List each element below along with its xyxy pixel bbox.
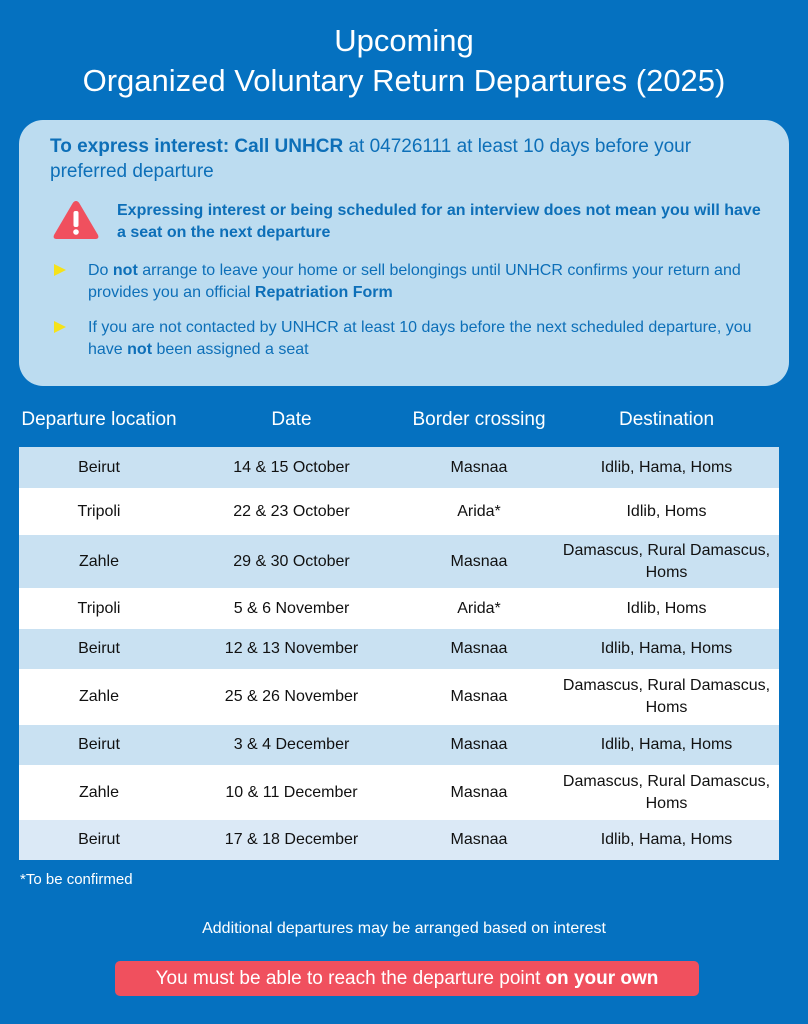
cell-location: Beirut	[78, 458, 120, 476]
cell-destination: Damascus, Rural Damascus, Homs	[562, 772, 771, 812]
additional-departures-note: Additional departures may be arranged based on interest	[202, 920, 606, 937]
cell-date: 22 & 23 October	[233, 502, 350, 520]
table-row	[19, 489, 779, 535]
table-row	[19, 766, 779, 820]
cell-location: Zahle	[78, 688, 120, 705]
cell-border: Masnaa	[450, 783, 508, 801]
cell-border: Masnaa	[450, 831, 508, 848]
cell-date: 25 & 26 November	[224, 688, 359, 705]
header-destination: Destination	[618, 408, 715, 430]
bullet1-part2: arrange to leave your home or sell belongings until UNHCR confirms your return and provides you an official	[88, 262, 741, 301]
table-row	[19, 820, 779, 860]
cell-destination: Idlib, Hama, Homs	[600, 831, 733, 848]
departures-table	[19, 392, 779, 860]
table-row	[19, 670, 779, 725]
cell-location: Beirut	[78, 640, 120, 657]
cell-border: Masnaa	[450, 552, 508, 570]
bullet-text-1	[88, 260, 758, 304]
cell-destination: Damascus, Rural Damascus, Homs	[562, 541, 771, 581]
bullet2-part2: been assigned a seat	[152, 341, 309, 358]
cell-location: Beirut	[78, 736, 120, 753]
cell-destination: Damascus, Rural Damascus, Homs	[562, 677, 771, 716]
cell-border: Masnaa	[450, 736, 508, 753]
info-panel	[19, 120, 789, 386]
bullet2-bold1: not	[127, 341, 153, 358]
header-date: Date	[271, 408, 312, 430]
cell-border: Arida*	[457, 599, 501, 617]
cell-date: 3 & 4 December	[233, 736, 350, 753]
header-departure-location: Departure location	[21, 408, 177, 430]
cell-location: Tripoli	[77, 502, 121, 520]
cell-border: Masnaa	[450, 458, 508, 476]
own-travel-banner	[115, 961, 699, 996]
cell-location: Beirut	[78, 831, 120, 848]
cell-date: 5 & 6 November	[233, 599, 350, 617]
must-bold: on your own	[545, 967, 659, 989]
bullet-arrow-icon	[53, 320, 67, 334]
cell-location: Zahle	[78, 783, 120, 801]
interest-rest: at 04726111 at least 10 days before your preferred departure	[50, 136, 692, 182]
cell-date: 14 & 15 October	[233, 458, 350, 476]
cell-location: Zahle	[78, 552, 120, 570]
bullet1-part1: Do	[88, 262, 113, 279]
cell-destination: Idlib, Hama, Homs	[600, 736, 733, 753]
cell-date: 10 & 11 December	[225, 783, 358, 801]
express-interest-text	[50, 134, 770, 184]
cell-location: Tripoli	[77, 599, 121, 617]
bullet-arrow-icon	[53, 263, 67, 277]
table-row	[19, 589, 779, 629]
cell-date: 12 & 13 November	[224, 640, 359, 657]
footnote: *To be confirmed	[20, 871, 133, 888]
cell-destination: Idlib, Hama, Homs	[600, 640, 733, 657]
table-row	[19, 629, 779, 670]
header-border-crossing: Border crossing	[412, 408, 546, 430]
table-row	[19, 725, 779, 766]
cell-date: 29 & 30 October	[233, 552, 350, 570]
bullet1-bold1: not	[112, 262, 138, 279]
table-header	[19, 392, 779, 447]
bullet1-bold2: Repatriation Form	[254, 284, 393, 301]
warning-icon	[52, 198, 100, 242]
title-line-1: Upcoming	[334, 23, 474, 58]
cell-border: Arida*	[457, 502, 501, 520]
cell-border: Masnaa	[450, 640, 508, 657]
warning-text: Expressing interest or being scheduled for an interview does not mean you will have a seat on the next departure	[117, 202, 761, 241]
table-row	[19, 447, 779, 489]
title-line-2: Organized Voluntary Return Departures (2025)	[82, 63, 726, 98]
cell-destination: Idlib, Hama, Homs	[600, 458, 733, 476]
must-text: You must be able to reach the departure point	[155, 967, 541, 989]
bullet2-part1: If you are not contacted by UNHCR at least 10 days before the next scheduled departure, you have	[88, 319, 752, 358]
cell-destination: Idlib, Homs	[626, 502, 707, 520]
bullet-text-2	[88, 317, 758, 361]
cell-date: 17 & 18 December	[224, 831, 359, 848]
table-row	[19, 535, 779, 589]
cell-destination: Idlib, Homs	[626, 599, 707, 617]
interest-bold: To express interest: Call UNHCR	[50, 136, 344, 157]
cell-border: Masnaa	[450, 688, 508, 705]
